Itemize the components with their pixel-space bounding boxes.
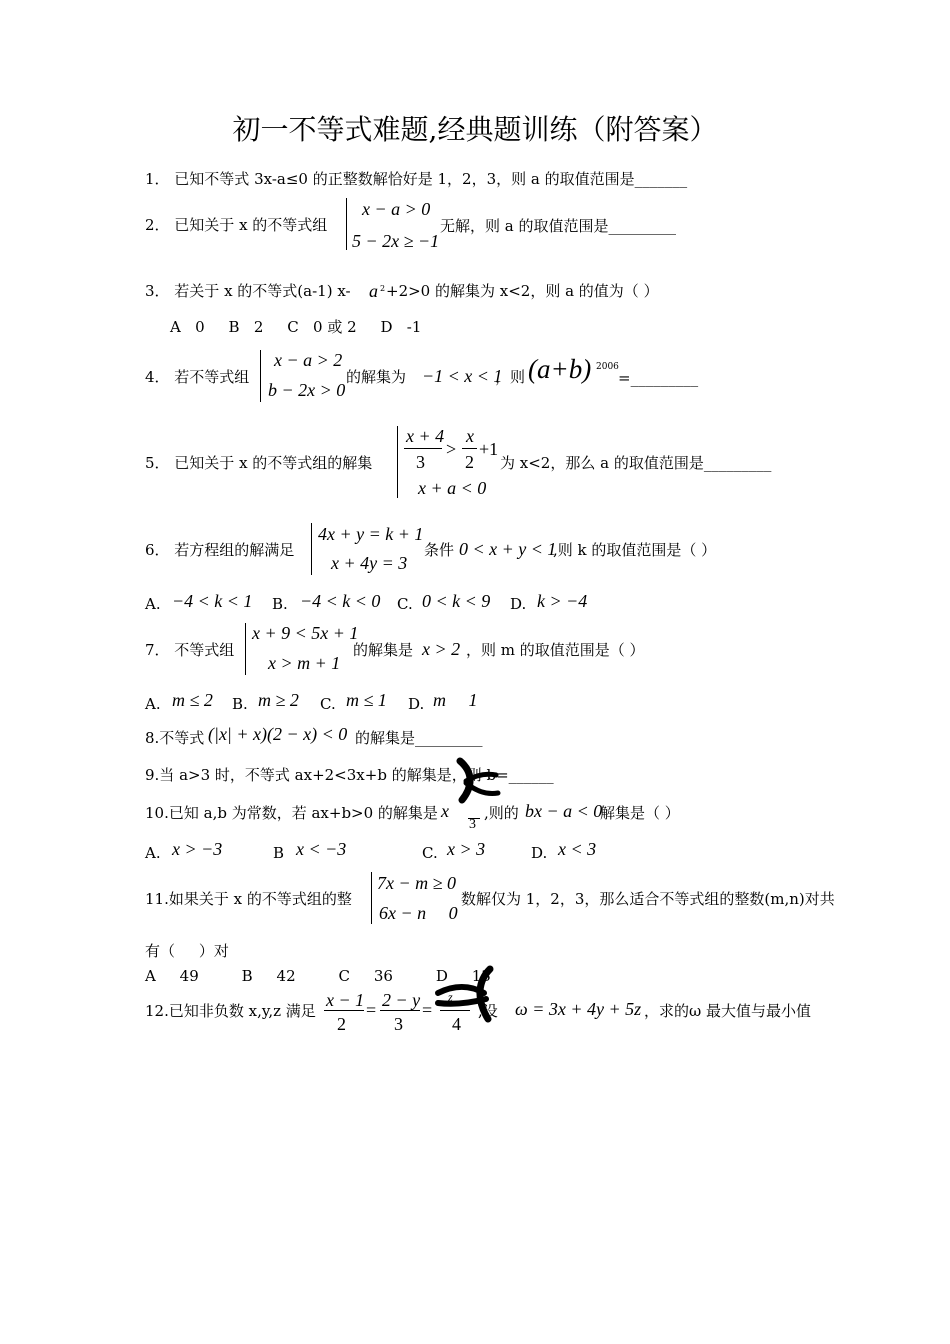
question-12-eq-1: = <box>366 1000 377 1020</box>
question-6-prefix: 6． 若方程组的解满足 <box>145 541 295 559</box>
question-6-option-d: k > −4 <box>537 591 588 611</box>
question-4-mid: 的解集为 <box>346 368 407 386</box>
question-5-num1: x + 4 <box>406 426 445 446</box>
question-6-eq1: 4x + y = k + 1 <box>318 524 424 544</box>
question-9: 9.当 a>3 时，不等式 ax+2<3x+b 的解集是，则 b=______ <box>145 766 554 784</box>
question-6-option-b-label: B. <box>272 595 288 613</box>
question-5-fraction-bar-1 <box>404 448 442 449</box>
question-4-expr: (a+b) <box>528 354 592 384</box>
question-5-suffix: 为 x<2，那么 a 的取值范围是_________ <box>500 454 772 472</box>
question-11-prefix: 11.如果关于 x 的不等式组的整 <box>145 890 352 908</box>
question-12-num1: x − 1 <box>326 990 365 1010</box>
question-5-prefix: 5． 已知关于 x 的不等式组的解集 <box>145 454 373 472</box>
question-6-option-d-label: D. <box>510 595 527 613</box>
question-3-superscript: 2 <box>380 284 386 293</box>
question-7-option-d-label: D. <box>408 695 425 713</box>
question-11-continuation: 有（ ）对 <box>145 942 229 960</box>
question-5-eq2: x + a < 0 <box>418 478 487 498</box>
question-12-num3: z <box>448 990 453 1004</box>
question-10-option-a-label: A. <box>145 844 161 862</box>
question-5-plus-one: +1 <box>479 439 499 459</box>
question-8-suffix: 的解集是_________ <box>355 729 483 747</box>
question-7-mid: 的解集是 <box>353 641 414 659</box>
scribble-mark-2 <box>430 963 500 1033</box>
question-6-option-c: 0 < k < 9 <box>422 591 491 611</box>
question-7-option-d: m 1 <box>433 690 478 710</box>
question-11-brace <box>371 872 372 924</box>
question-7-solution: x > 2 <box>422 639 461 659</box>
question-10-option-d: x < 3 <box>558 839 597 859</box>
question-8-expr: (|x| + x)(2 − x) < 0 <box>208 724 348 744</box>
question-8-prefix: 8.不等式 <box>145 729 205 747</box>
question-10-option-b: x < −3 <box>296 839 347 859</box>
question-4-exponent: 2006 <box>596 362 619 372</box>
question-10-den: 3 <box>469 817 476 832</box>
question-6-eq2: x + 4y = 3 <box>331 553 408 573</box>
question-5-brace <box>397 426 398 498</box>
question-7-eq2: x > m + 1 <box>268 653 341 673</box>
question-11-eq1: 7x − m ≥ 0 <box>377 873 457 893</box>
question-3-prefix: 3． 若关于 x 的不等式(a-1) x- <box>145 282 351 300</box>
question-10-suffix: 解集是（ ） <box>600 804 680 822</box>
question-3-suffix: +2>0 的解集为 x<2，则 a 的值为（ ） <box>386 282 659 300</box>
question-12-den3: 4 <box>452 1014 461 1034</box>
question-4-brace <box>260 350 261 402</box>
question-7-prefix: 7． 不等式组 <box>145 641 235 659</box>
question-7-suffix: ，则 m 的取值范围是（ ） <box>466 641 645 659</box>
question-2-eq1: x − a > 0 <box>362 199 431 219</box>
question-5-den1: 3 <box>416 452 425 472</box>
question-5-gt: > <box>446 439 457 459</box>
question-11-suffix: 数解仅为 1，2，3，那么适合不等式组的整数(m,n)对共 <box>461 890 835 908</box>
question-2-suffix: 无解，则 a 的取值范围是_________ <box>440 217 676 235</box>
question-6-suffix: ,则 k 的取值范围是（ ） <box>553 541 717 559</box>
question-6-cond-prefix: 条件 <box>424 541 455 559</box>
question-4-eq1: x − a > 2 <box>274 350 343 370</box>
question-10-option-c-label: C. <box>422 844 438 862</box>
question-7-option-c: m ≤ 1 <box>346 690 387 710</box>
question-7-option-b-label: B. <box>232 695 248 713</box>
question-12-eq-2: = <box>422 1000 433 1020</box>
question-7-option-a: m ≤ 2 <box>172 690 213 710</box>
question-6-option-a-label: A. <box>145 595 161 613</box>
question-1: 1． 已知不等式 3x-a≤0 的正整数解恰好是 1，2，3，则 a 的取值范围是_______ <box>145 170 688 188</box>
question-6-condition: 0 < x + y < 1 <box>459 539 557 559</box>
question-6-option-b: −4 < k < 0 <box>300 591 381 611</box>
question-12-mid: ,设 <box>478 1002 498 1020</box>
question-5-num2: x <box>466 426 474 446</box>
question-10-option-a: x > −3 <box>172 839 223 859</box>
question-12-fraction-bar-1 <box>324 1010 364 1011</box>
page-title: 初一不等式难题,经典题训练（附答案） <box>232 113 718 146</box>
question-2-prefix: 2． 已知关于 x 的不等式组 <box>145 216 328 234</box>
question-12-omega: ω = 3x + 4y + 5z <box>515 999 642 1019</box>
scribble-mark-1 <box>452 755 512 815</box>
question-10-option-c: x > 3 <box>447 839 486 859</box>
question-11-eq2: 6x − n 0 <box>379 903 458 923</box>
question-10-inequality: bx − a < 0 <box>525 801 603 821</box>
question-12-fraction-bar-2 <box>380 1010 420 1011</box>
question-7-option-a-label: A. <box>145 695 161 713</box>
question-4-then: ，则 <box>495 368 526 386</box>
question-10-option-b-label: B <box>273 844 285 862</box>
question-12-num2: 2 − y <box>382 990 421 1010</box>
question-6-brace <box>311 523 312 575</box>
question-11-options: A 49 B 42 C 36 D 13 <box>145 967 491 985</box>
question-4-suffix: =_________ <box>618 369 699 387</box>
question-4-eq2: b − 2x > 0 <box>268 380 346 400</box>
question-2-eq2: 5 − 2x ≥ −1 <box>352 231 440 251</box>
question-10-prefix: 10.已知 a,b 为常数，若 ax+b>0 的解集是 <box>145 804 438 822</box>
question-10-mid: ,则的 <box>484 804 519 822</box>
question-3-var-a: a <box>369 281 378 301</box>
question-10-x: x <box>441 801 449 821</box>
question-3-options: A 0 B 2 C 0 或 2 D -1 <box>170 318 422 336</box>
question-12-prefix: 12.已知非负数 x,y,z 满足 <box>145 1002 316 1020</box>
question-4-range: −1 < x < 1 <box>422 366 503 386</box>
question-7-brace <box>245 623 246 675</box>
question-4-prefix: 4． 若不等式组 <box>145 368 250 386</box>
question-5-den2: 2 <box>465 452 474 472</box>
question-7-eq1: x + 9 < 5x + 1 <box>252 623 359 643</box>
question-12-den1: 2 <box>337 1014 346 1034</box>
question-12-den2: 3 <box>394 1014 403 1034</box>
question-12-suffix: ，求的ω 最大值与最小值 <box>644 1002 812 1020</box>
question-7-option-c-label: C. <box>320 695 336 713</box>
question-6-option-c-label: C. <box>397 595 413 613</box>
question-6-option-a: −4 < k < 1 <box>172 591 253 611</box>
question-10-option-d-label: D. <box>531 844 548 862</box>
question-5-fraction-bar-2 <box>462 448 477 449</box>
question-7-option-b: m ≥ 2 <box>258 690 299 710</box>
question-2-brace <box>346 198 347 250</box>
